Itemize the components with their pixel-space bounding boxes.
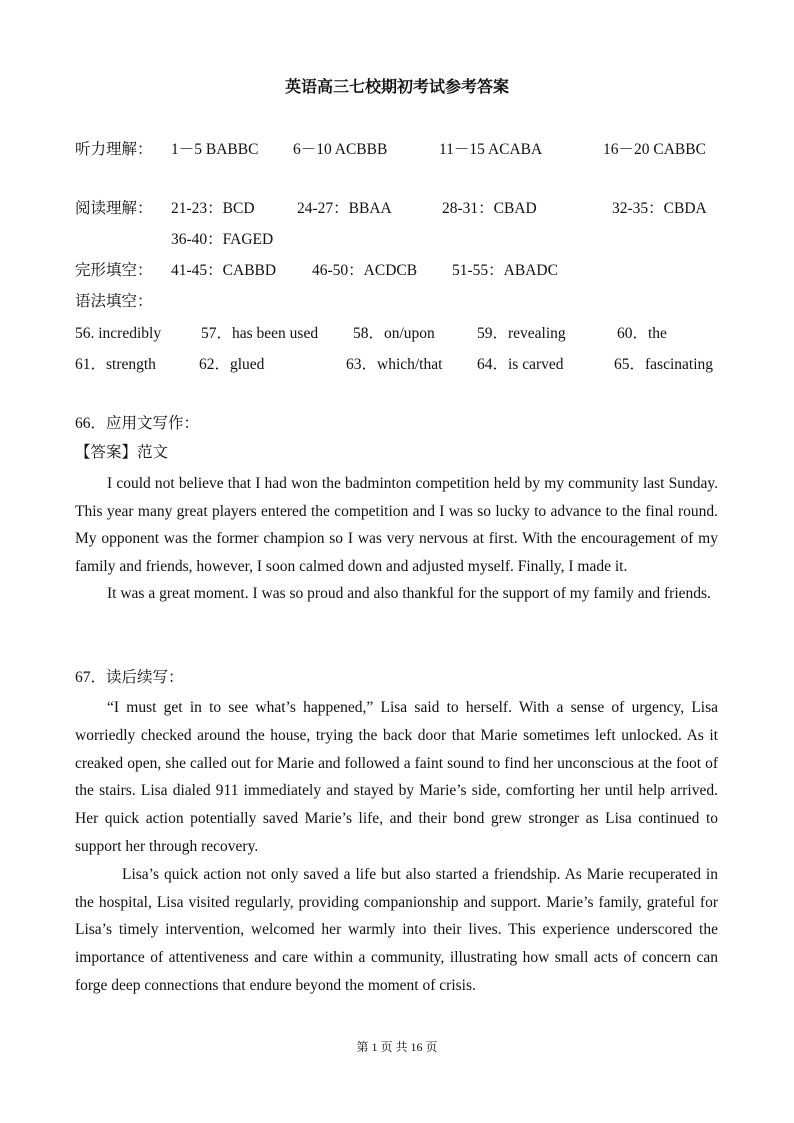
page-title: 英语高三七校期初考试参考答案: [284, 79, 509, 96]
grammar-answer-60: 60．the: [617, 325, 667, 342]
reading-answers-28-31: 28-31：CBAD: [442, 200, 537, 217]
grammar-label: 语法填空：: [75, 293, 153, 310]
continuation-paragraph-1: “I must get in to see what’s happened,” Lisa said to herself. With a sense of urgency, Lisa worriedly checked around the house, trying the back door that Marie sometimes left unlocked. As it creaked open, she called out for Marie and followed a faint sound to find her unconscious at the foot of the stairs. Lisa dialed 911 immediately and stayed by Marie’s side, comforting her until help arrived. Her quick action potentially saved Marie’s life, and their bond grew stronger as Lisa continued to support her through recovery.: [75, 699, 718, 855]
grammar-answer-61: 61．strength: [75, 356, 156, 373]
continuation-heading: 67．读后续写：: [75, 669, 184, 686]
reading-label: 阅读理解：: [75, 200, 153, 217]
grammar-answer-65: 65．fascinating: [614, 356, 714, 373]
cloze-answers-46-50: 46-50：ACDCB: [312, 262, 418, 279]
reading-answers-21-23: 21-23：BCD: [171, 200, 255, 217]
listening-answers-16-20: 16－20 CABBC: [603, 141, 706, 158]
listening-answers-1-5: 1－5 BABBC: [171, 141, 259, 158]
grammar-answer-62: 62．glued: [199, 356, 265, 373]
reading-answers-32-35: 32-35：CBDA: [612, 200, 707, 217]
grammar-answer-59: 59．revealing: [477, 325, 566, 342]
reading-answers-24-27: 24-27：BBAA: [297, 200, 392, 217]
cloze-label: 完形填空：: [75, 262, 153, 279]
listening-answers-6-10: 6－10 ACBBB: [293, 141, 388, 158]
listening-answers-11-15: 11－15 ACABA: [439, 141, 543, 158]
writing-heading: 66．应用文写作：: [75, 415, 200, 432]
writing-paragraph-2: It was a great moment. I was so proud and also thankful for the support of my family and friends.: [107, 585, 711, 602]
cloze-answers-51-55: 51-55：ABADC: [452, 262, 558, 279]
writing-sample-essay: [75, 470, 718, 608]
page-footer: 第 1 页 共 16 页: [356, 1040, 438, 1054]
reading-answers-36-40: 36-40：FAGED: [171, 231, 274, 248]
continuation-sample-essay: [75, 694, 718, 1000]
continuation-paragraph-2: Lisa’s quick action not only saved a life but also started a friendship. As Marie recuperated in the hospital, Lisa visited regularly, providing companionship and support. Marie’s family, grateful for Lisa’s timely intervention, welcomed her warmly into their lives. This experience underscored the importance of attentiveness and care within a community, illustrating how small acts of concern can forge deep connections that endure beyond the moment of crisis.: [75, 865, 718, 994]
grammar-answer-57: 57．has been used: [201, 325, 319, 342]
listening-label: 听力理解：: [75, 141, 153, 158]
grammar-answer-63: 63．which/that: [346, 356, 443, 373]
grammar-answer-56: 56. incredibly: [75, 325, 162, 342]
writing-answer-label: 【答案】范文: [75, 444, 169, 461]
writing-paragraph-1: I could not believe that I had won the badminton competition held by my community last Sunday. This year many great players entered the competition and I was so lucky to advance to the final round. My opponent was the former champion so I was very nervous at first. With the encouragement of my family and friends, however, I soon calmed down and adjusted myself. Finally, I made it.: [75, 475, 718, 575]
grammar-answer-64: 64．is carved: [477, 356, 564, 373]
grammar-answer-58: 58．on/upon: [353, 325, 435, 342]
cloze-answers-41-45: 41-45：CABBD: [171, 262, 277, 279]
